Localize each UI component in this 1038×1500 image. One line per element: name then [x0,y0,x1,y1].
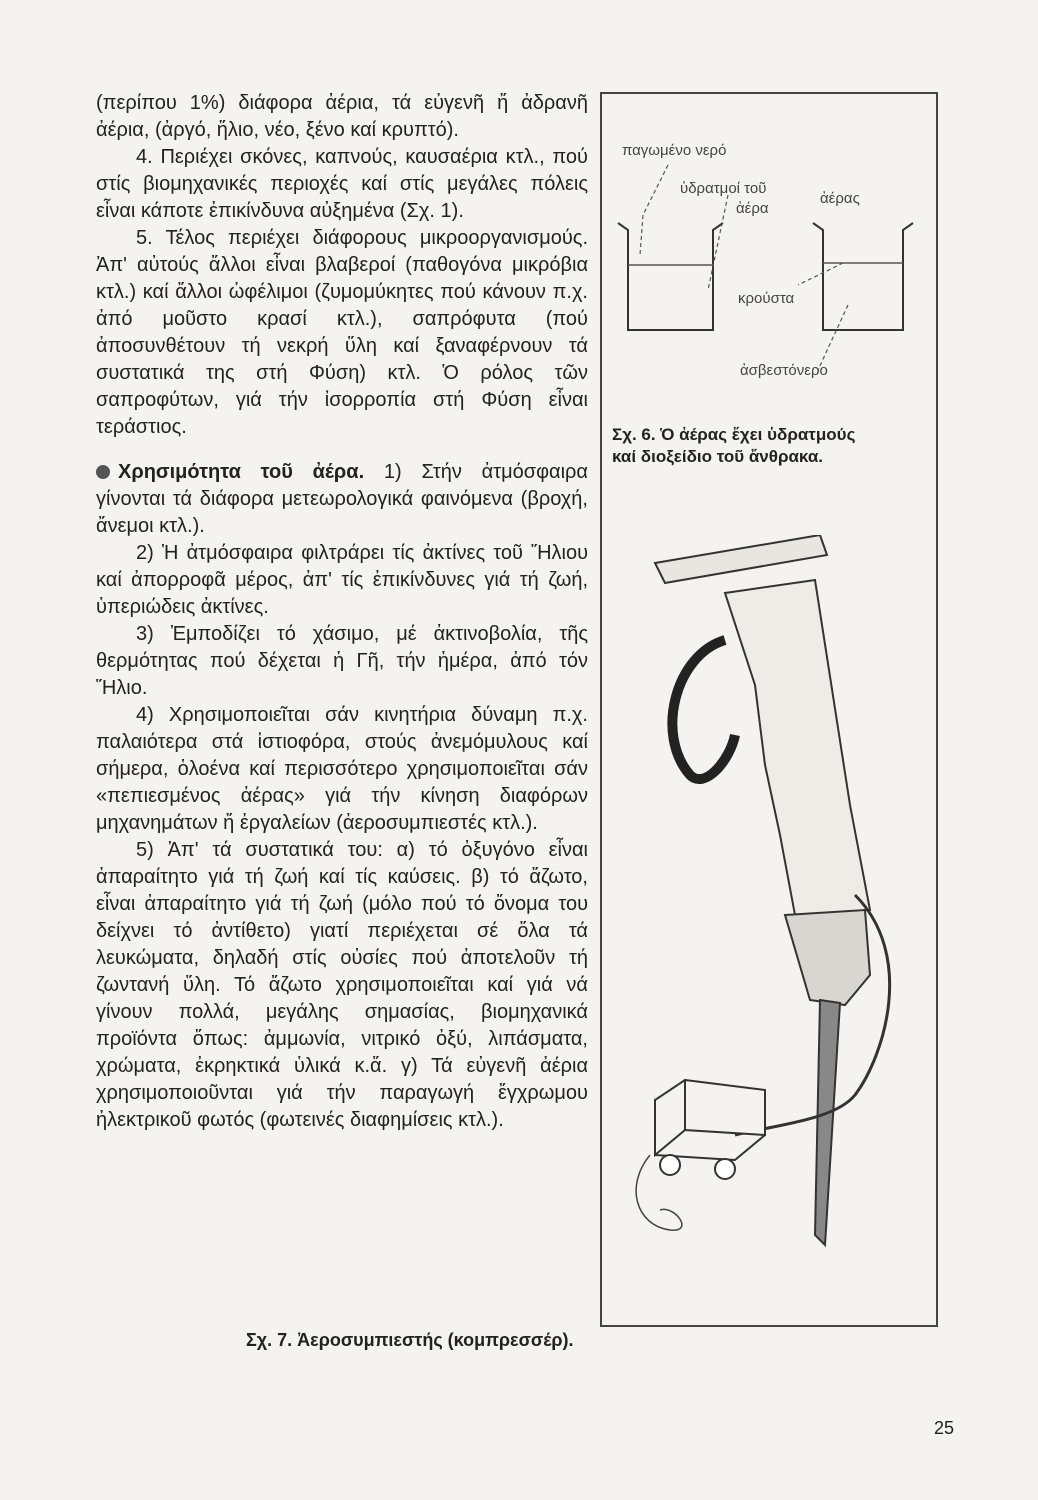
label-vapor-1: ὑδρατμοί τοῦ [680,180,767,197]
bullet-icon [96,465,110,479]
section-title: Χρησιμότητα τοῦ ἀέρα. [118,461,365,483]
drill-bit-icon [815,1000,840,1245]
label-crust: κρούστα [738,290,795,307]
paragraph-weather: 1) Στήν ἀτμόσφαιρα γίνονται τά διάφορα μετεωρολογικά φαινόμενα (βροχή, ἄνεμοι κτλ.). [96,461,588,537]
label-frozen-water: παγωμένο νερό [622,142,727,159]
drill-body-icon [725,580,870,915]
paragraph-filter: 2) Ἡ ἀτμόσφαιρα φιλτράρει τίς ἀκτίνες τοῦ Ἥλιου καί ἀπορροφᾶ μέρος, ἀπ' τίς ἐπικίνδυνες γιά τή ζωή, ὑπεριώδεις ἀκτίνες. [96,542,588,618]
main-text-column [96,90,588,1134]
beaker-right-icon [813,223,913,330]
figure-7-caption: Σχ. 7. Ἀεροσυμπιεστής (κομπρεσσέρ). [246,1330,574,1350]
label-limewater: ἀσβεστόνερο [740,362,828,379]
page-number: 25 [934,1418,955,1438]
paragraph-motive-power: 4) Χρησιμοποιεῖται σάν κινητήρια δύναμη π.χ. παλαιότερα στά ἱστιοφόρα, στούς ἀνεμόμυλους καί σήμερα, ὁλοένα καί περισσότερο χρησιμοποιεῖται σάν «πεπιεσμένος ἀέρας» γιά τήν κίνηση διαφόρων μηχανημάτων ἤ ἐργαλείων (ἀεροσυμπιεστές κτλ.). [96,704,588,834]
paragraph-components: 5) Ἀπ' τά συστατικά του: α) τό ὀξυγόνο εἶναι ἀπαραίτητο γιά τή ζωή καί τίς καύσεις. β) τό ἄζωτο, εἶναι ἀπαραίτητο γιά τή ζωή (μόλο πού τό ὄνομα του δείχνει τό ἀντίθετο) γιατί περιέχεται σέ ὅλα τά λευκώματα, δηλαδή στίς οὐσίες πού ἀποτελοῦν τή ζωντανή ὕλη. Τό ἄζωτο χρησιμοποιεῖται καί γιά νά γίνουν πολλά, μεγάλης σημασίας, βιομηχανικά προϊόντα ὅπως: ἀμμωνία, νιτρικό ὀξύ, λιπάσματα, χρώματα, ἐκρηκτικά ὑλικά κ.ἄ. γ) Τά εὐγενῆ ἀέρια χρησιμοποιοῦνται γιά τήν παραγωγή ἔγχρωμου ἠλεκτρικοῦ φωτός (φωτεινές διαφημίσεις κτλ.). [96,839,588,1131]
figure-7-compressor-drill [615,535,935,1255]
paragraph-noble-gases: (περίπου 1%) διάφορα ἀέρια, τά εὐγενῆ ἤ ἀδρανῆ ἀέρια, (ἀργό, ἥλιο, νέο, ξένο καί κρυπτό). [96,92,588,141]
wheel-icon [660,1155,680,1175]
compressor-icon [655,1080,765,1160]
paragraph-heat: 3) Ἐμποδίζει τό χάσιμο, μέ ἀκτινοβολία, τῆς θερμότητας πού δέχεται ἡ Γῆ, τήν ἡμέρα, ἀπό τόν Ἥλιο. [96,623,588,699]
figure-6-beakers [608,135,928,415]
figure-6-caption [612,424,932,468]
paragraph-dust: 4. Περιέχει σκόνες, καπνούς, καυσαέρια κτλ., πού στίς βιομηχανικές περιοχές καί στίς μεγάλες πόλεις εἶναι κάποτε ἐπικίνδυνα αὐξημένα (Σχ. 1). [96,146,588,222]
paragraph-microorganisms: 5. Τέλος περιέχει διάφορους μικροοργανισμούς. Ἀπ' αὐτούς ἄλλοι εἶναι βλαβεροί (παθογόνα μικρόβια κτλ.) καί ἄλλοι ὠφέλιμοι (ζυμομύκητες πού κάνουν π.χ. ἀπό μοῦστο κρασί κτλ.), σαπρόφυτα (πού ἀποσυνθέτουν τή νεκρή ὕλη καί ξαναφέρνουν τά συστατικά της στή Φύση) κτλ. Ὁ ρόλος τῶν σαπροφύτων, γιά τήν ἰσορροπία στή Φύση εἶναι τεράστιος. [96,227,588,438]
label-vapor-2: ἀέρα [736,200,769,217]
section-usefulness [96,459,588,540]
caption-6-line-2: καί διοξείδιο τοῦ ἄνθρακα. [612,447,823,466]
drill-chuck-icon [785,910,870,1005]
beaker-left-icon [618,223,723,330]
wheel-icon [715,1159,735,1179]
caption-6-line-1: Σχ. 6. Ὁ ἀέρας ἔχει ὑδρατμούς [612,425,856,444]
air-hose-icon [672,640,735,779]
label-air: ἀέρας [820,190,860,207]
drill-handle-icon [655,535,827,583]
